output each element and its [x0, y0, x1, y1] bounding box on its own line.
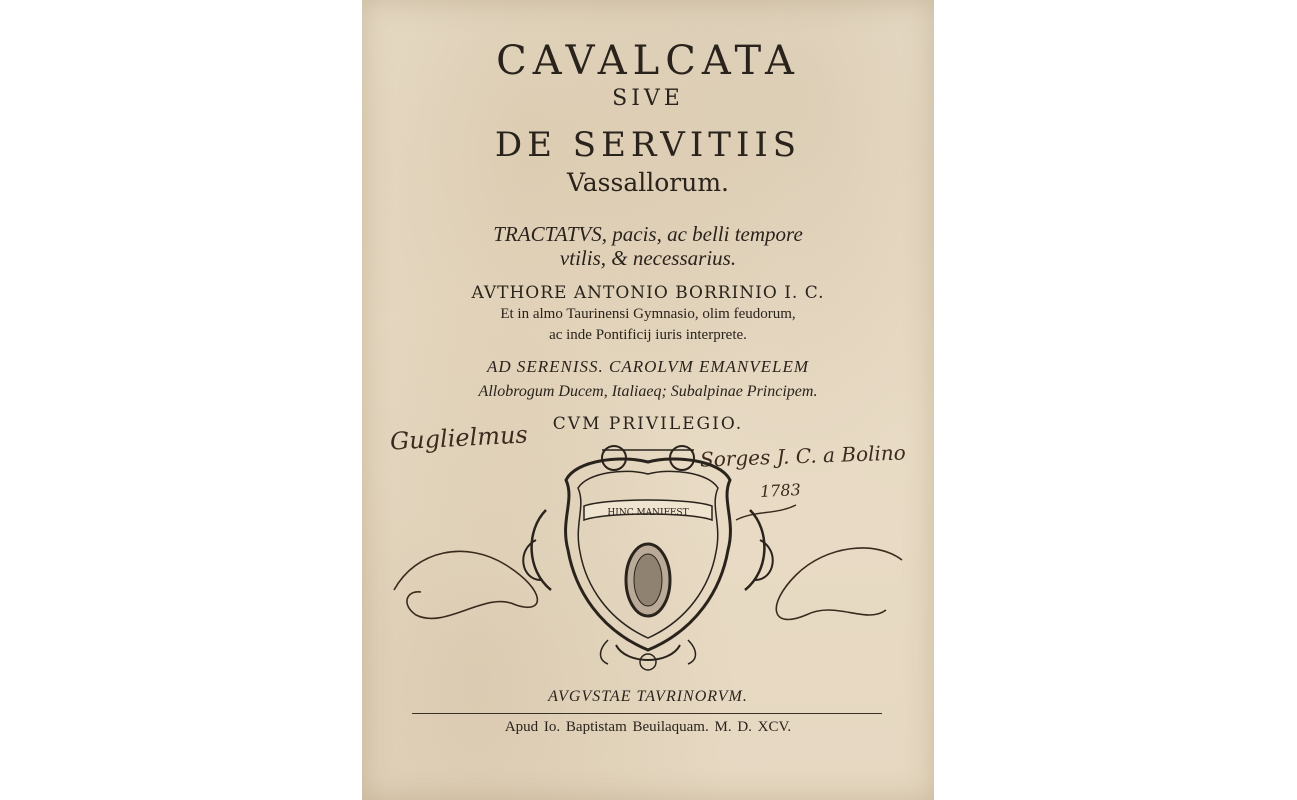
title-page — [362, 0, 934, 800]
printers-device-emblem — [376, 440, 920, 680]
dedication-line-1: AD SERENISS. CAROLVM EMANVELEM — [486, 357, 810, 376]
imprint-publisher-date: Apud Io. Baptistam Beuilaquam. M. D. XCV. — [504, 719, 792, 735]
left-flourish — [394, 551, 537, 618]
tractatus-line-1: TRACTATVS, pacis, ac belli tempore — [493, 222, 803, 246]
title-subject: DE SERVITIIS — [494, 125, 802, 165]
privilege-line: CVM PRIVILEGIO. — [552, 414, 744, 434]
title-vassallorum: Vassallorum. — [567, 168, 729, 197]
dedication-line-2: Allobrogum Ducem, Italiaeq; Subalpinae Principem. — [478, 383, 818, 400]
author-line-3: ac inde Pontificij iuris interprete. — [549, 327, 747, 343]
imprint-place: AVGVSTAE TAVRINORVM. — [548, 688, 748, 705]
handwritten-name-left: Guglielmus — [389, 420, 529, 456]
author-line-1: AVTHORE ANTONIO BORRINIO I. C. — [471, 283, 825, 303]
title-sive: SIVE — [612, 86, 684, 111]
book-title: CAVALCATA — [496, 38, 800, 84]
handwritten-date: 1783 — [759, 479, 802, 502]
device-motto: HINC MANIFEST — [607, 508, 689, 518]
author-line-2: Et in almo Taurinensi Gymnasio, olim feudorum, — [500, 306, 796, 322]
handwritten-name-right: Sorges J. C. a Bolino — [699, 440, 907, 472]
imprint-rule — [412, 713, 882, 714]
tractatus-line-2: vtilis, & necessarius. — [559, 246, 737, 270]
right-flourish — [776, 548, 902, 619]
